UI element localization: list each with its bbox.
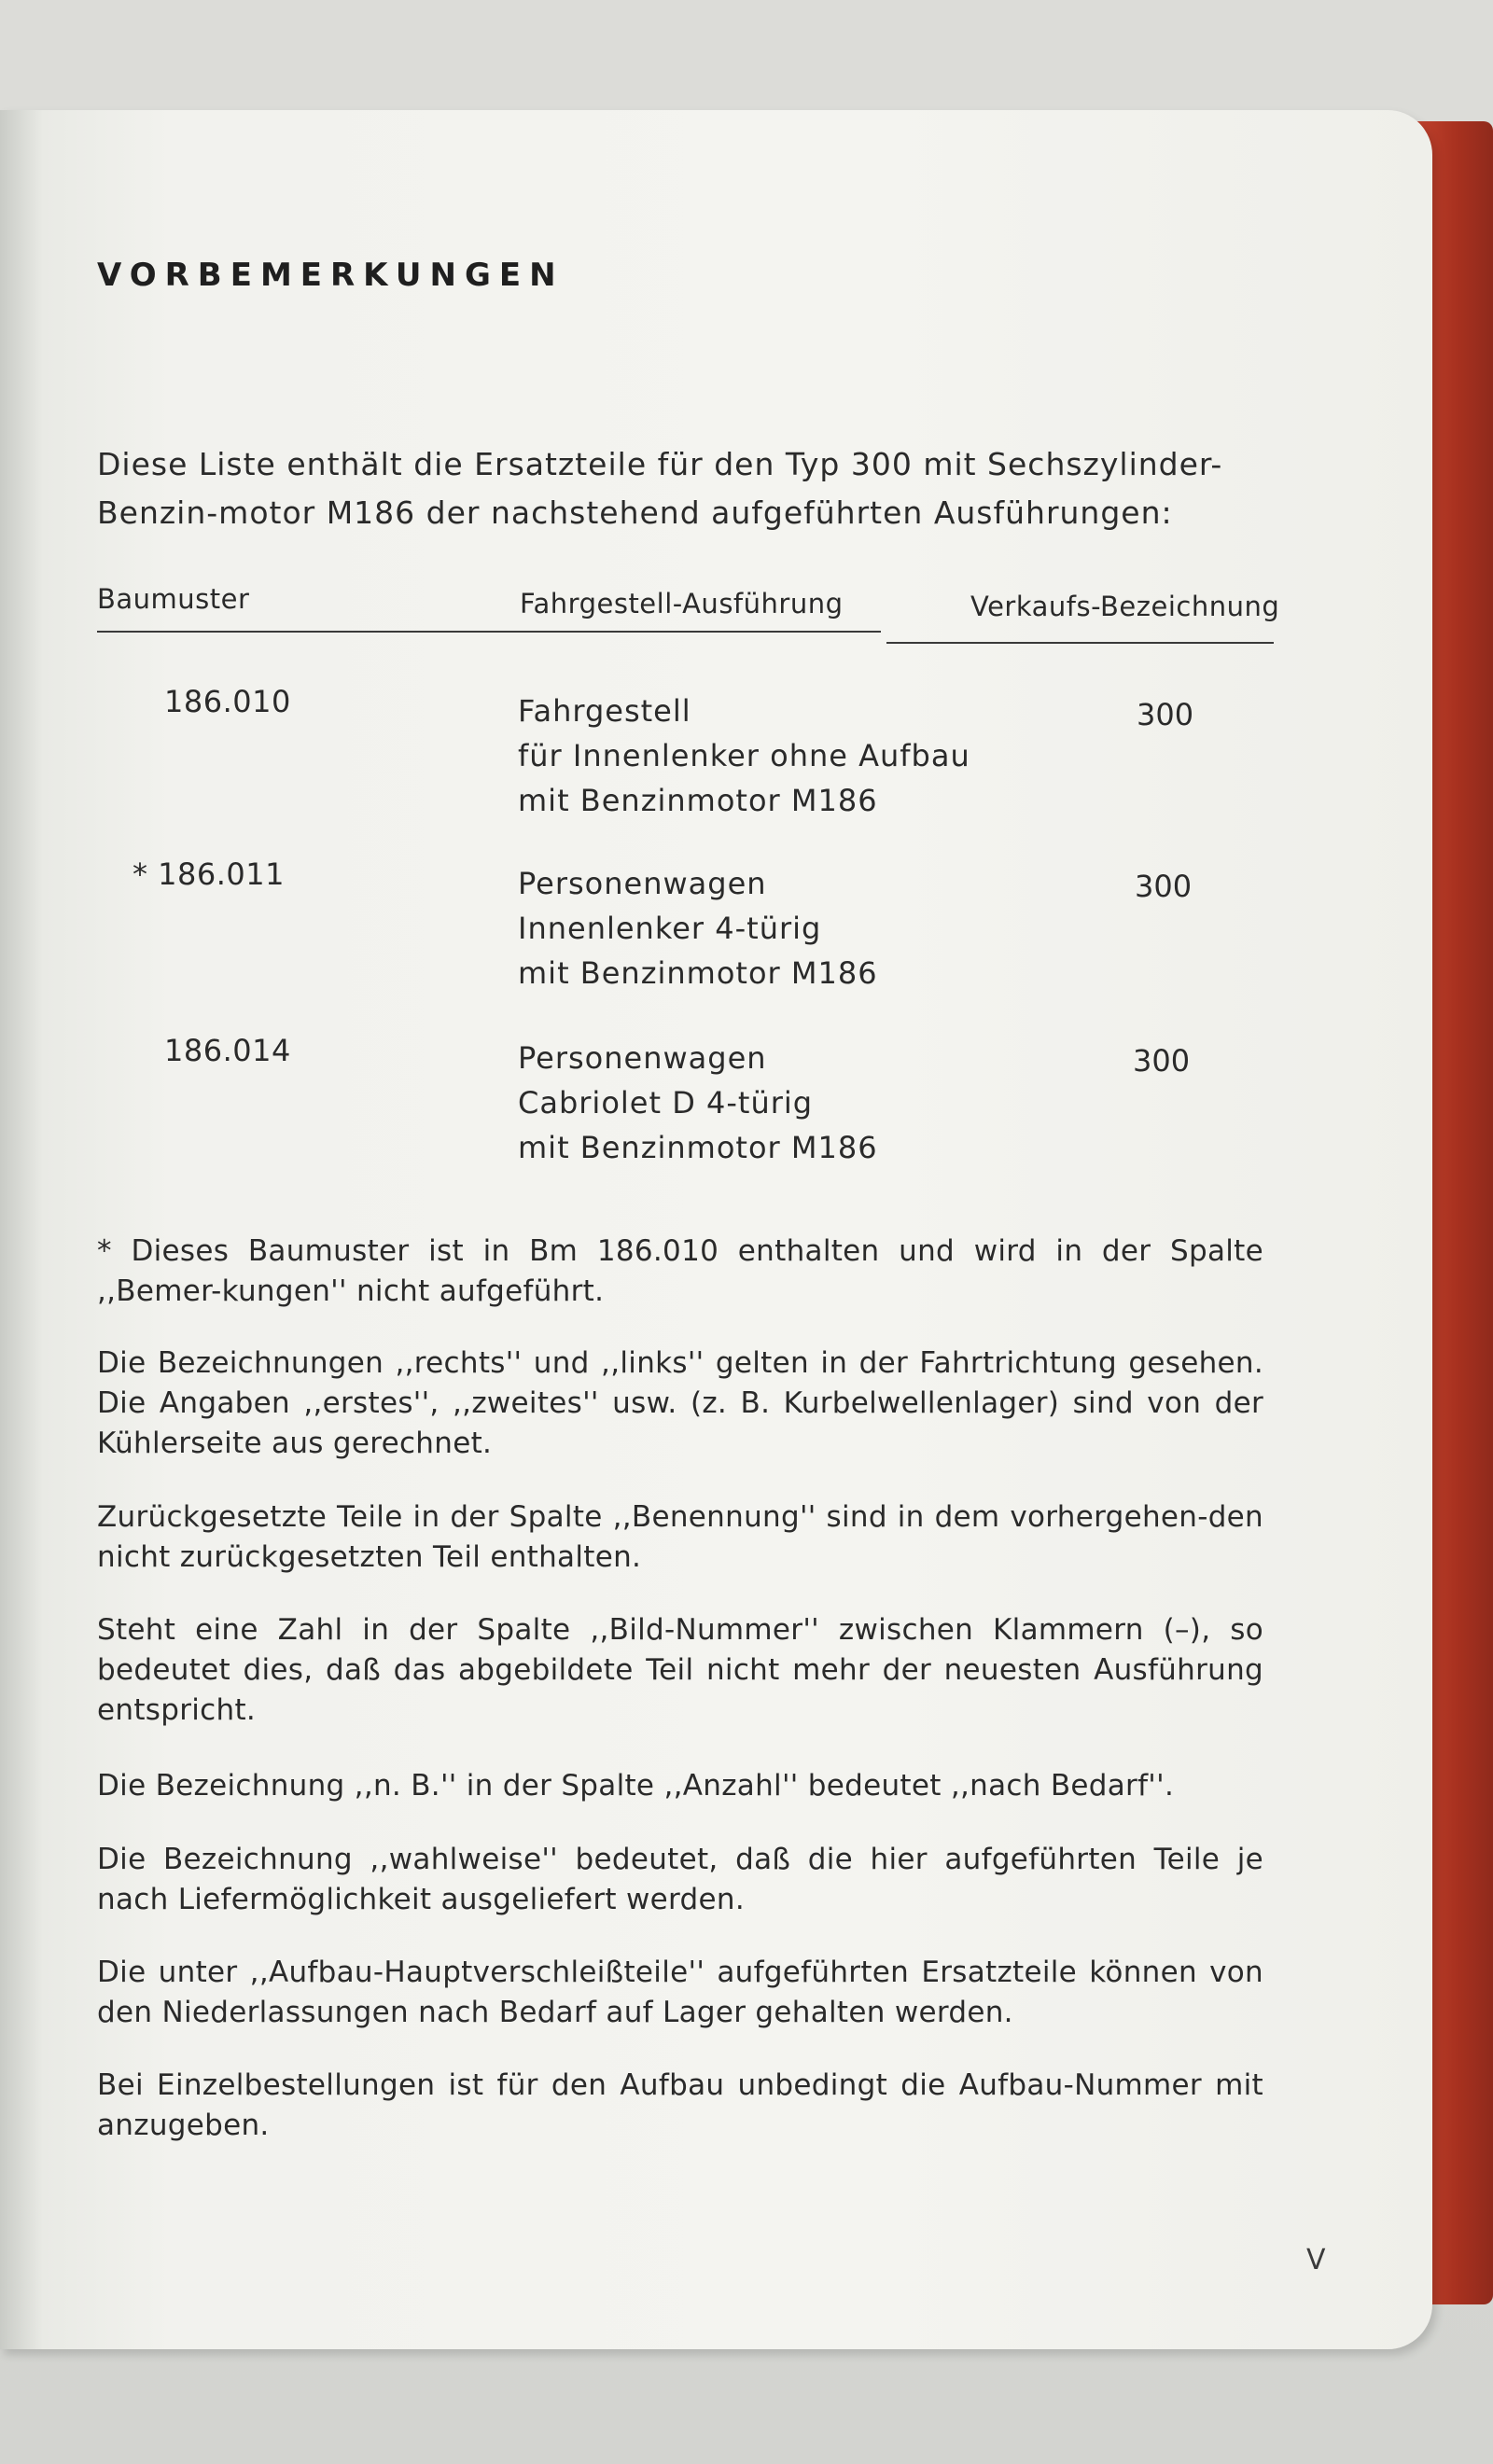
description-line: für Innenlenker ohne Aufbau: [518, 738, 970, 773]
note-paragraph: Die unter ,,Aufbau-Hauptverschleißteile'' aufgeführten Ersatzteile können von den Niederlassungen nach Bedarf auf Lager gehalten werden.: [97, 1956, 1263, 2029]
chassis-description: [518, 689, 1040, 823]
chassis-description: [518, 1036, 1040, 1170]
description-line: Personenwagen: [518, 866, 767, 901]
model-number: * 186.011: [133, 856, 285, 892]
chassis-description: [518, 861, 1040, 995]
header-chassis: Fahrgestell-Ausführung: [520, 588, 844, 619]
header-model: Baumuster: [97, 583, 250, 615]
intro-paragraph: Diese Liste enthält die Ersatzteile für den Typ 300 mit Sechszylinder-Benzin-motor M186 der nachstehend aufgeführten Ausführungen:: [97, 446, 1223, 531]
header-rule-right: [886, 642, 1274, 644]
description-line: Cabriolet D 4-türig: [518, 1085, 814, 1121]
note-paragraph: Die Bezeichnungen ,,rechts'' und ,,links'' gelten in der Fahrtrichtung gesehen. Die Angaben ,,erstes'', ,,zweites'' usw. (z. B. Kurbelwellenlager) sind von der Kühlerseite aus gerechnet.: [97, 1346, 1263, 1460]
header-sales: Verkaufs-Bezeichnung: [970, 591, 1280, 622]
sales-designation: 300: [1137, 697, 1194, 732]
sales-designation: 300: [1135, 869, 1193, 904]
description-line: mit Benzinmotor M186: [518, 1130, 878, 1165]
description-line: Fahrgestell: [518, 693, 691, 729]
note-paragraph: Bei Einzelbestellungen ist für den Aufbau unbedingt die Aufbau-Nummer mit anzugeben.: [97, 2068, 1263, 2142]
description-line: mit Benzinmotor M186: [518, 955, 878, 991]
note-paragraph: * Dieses Baumuster ist in Bm 186.010 enthalten und wird in der Spalte ,,Bemer-kungen'' nicht aufgeführt.: [97, 1234, 1263, 1308]
note-paragraph: Die Bezeichnung ,,wahlweise'' bedeutet, daß die hier aufgeführten Teile je nach Liefermöglichkeit ausgeliefert werden.: [97, 1843, 1263, 1916]
page-title: VORBEMERKUNGEN: [97, 257, 565, 294]
note-paragraph: Steht eine Zahl in der Spalte ,,Bild-Nummer'' zwischen Klammern (–), so bedeutet dies, daß das abgebildete Teil nicht mehr der neuesten Ausführung entspricht.: [97, 1613, 1263, 1727]
model-number: 186.010: [164, 684, 291, 719]
model-number: 186.014: [164, 1033, 291, 1068]
note-paragraph: Zurückgesetzte Teile in der Spalte ,,Benennung'' sind in dem vorhergehen-den nicht zurückgesetzten Teil enthalten.: [97, 1500, 1263, 1574]
description-line: Innenlenker 4-türig: [518, 911, 822, 946]
description-line: Personenwagen: [518, 1040, 767, 1076]
note-paragraph: Die Bezeichnung ,,n. B.'' in der Spalte ,,Anzahl'' bedeutet ,,nach Bedarf''.: [97, 1769, 1175, 1803]
sales-designation: 300: [1133, 1043, 1191, 1079]
header-rule: [97, 631, 881, 633]
description-line: mit Benzinmotor M186: [518, 783, 878, 818]
page-number: V: [1306, 2244, 1326, 2276]
